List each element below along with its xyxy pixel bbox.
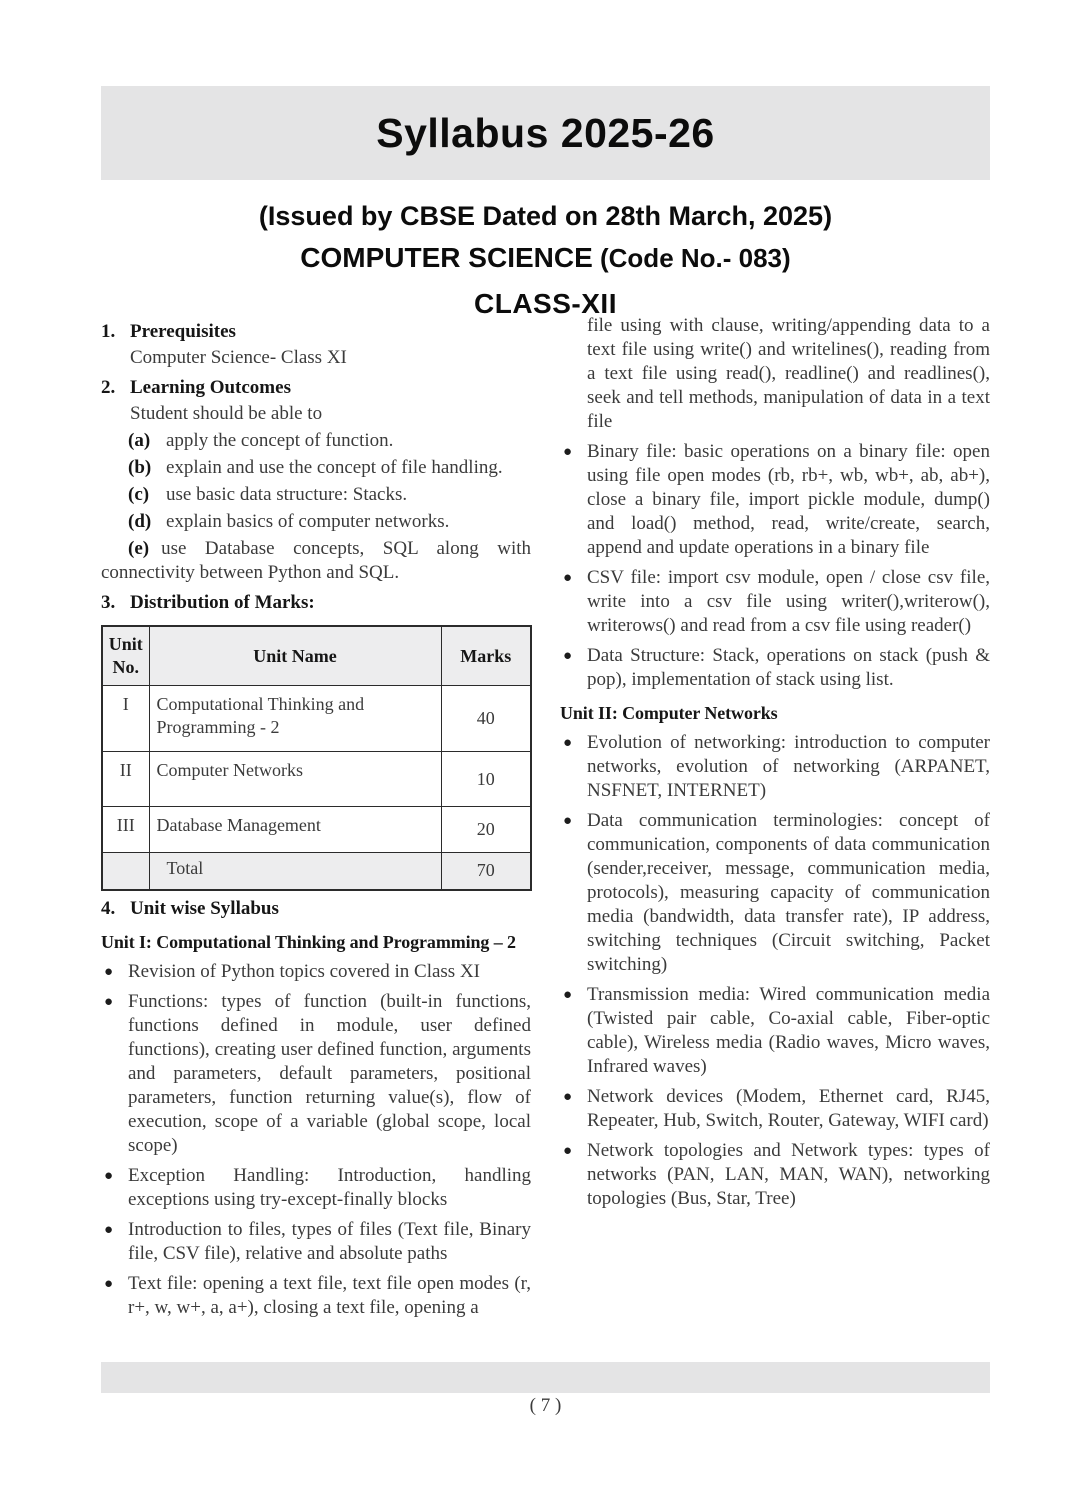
list-item	[560, 1085, 990, 1133]
column-header-marks: Marks	[441, 626, 531, 686]
list-item	[101, 1272, 531, 1320]
cell-unit-no: II	[102, 752, 149, 807]
heading-label: Distribution of Marks:	[130, 592, 315, 613]
list-item	[101, 1164, 531, 1212]
cell-unit-no: I	[102, 686, 149, 752]
item-label: (e)	[128, 538, 150, 559]
item-text: Evolution of networking: introduction to computer networks, evolution of networking (ARPANET, NSFNET, INTERNET)	[587, 732, 990, 801]
subject-code: (Code No.- 083)	[592, 243, 791, 273]
list-item	[560, 644, 990, 692]
list-item	[560, 440, 990, 560]
class-line: CLASS-XII	[474, 288, 617, 319]
heading-learning-outcomes	[101, 376, 531, 400]
page-number: ( 7 )	[529, 1395, 562, 1416]
table-row	[102, 686, 531, 752]
outcome-item-d	[101, 510, 531, 534]
bullet-icon: ●	[563, 813, 573, 829]
heading-label: Learning Outcomes	[130, 377, 291, 398]
item-label: (c)	[128, 484, 150, 505]
item-text: use basic data structure: Stacks.	[166, 484, 408, 505]
heading-number: 3.	[101, 592, 116, 613]
item-text: Text file: opening a text file, text file open modes (r, r+, w, w+, a, a+), closing a text file, opening a	[128, 1272, 531, 1318]
bullet-icon: ●	[563, 444, 573, 460]
cell-total-marks: 70	[441, 853, 531, 890]
item-text: Data Structure: Stack, operations on stack (push & pop), implementation of stack using list.	[587, 645, 990, 690]
list-item	[560, 983, 990, 1079]
bullet-icon: ●	[104, 993, 114, 1010]
header-band	[101, 86, 990, 180]
item-label: (d)	[128, 511, 152, 532]
item-text: Network topologies and Network types: types of networks (PAN, LAN, MAN, WAN), networking topologies (Bus, Star, Tree)	[587, 1140, 990, 1209]
list-item	[560, 1139, 990, 1211]
bullet-icon: ●	[104, 1221, 114, 1238]
cell-unit-name: Computer Networks	[149, 752, 441, 807]
cell-marks: 40	[441, 686, 531, 752]
list-item	[101, 960, 531, 984]
prerequisites-text: Computer Science- Class XI	[130, 347, 347, 368]
cell-marks: 10	[441, 752, 531, 807]
bullet-icon: ●	[104, 963, 114, 980]
list-item	[101, 990, 531, 1158]
item-label: (a)	[128, 430, 151, 451]
column-header-unit-name: Unit Name	[149, 626, 441, 686]
item-text: Functions: types of function (built-in functions, functions defined in module, user defined functions), creating user defined function, arguments and parameters, default parameters, positional parameters, function returning value(s), flow of execution, scope of a variable (global scope, local scope)	[128, 990, 531, 1156]
bullet-icon: ●	[563, 987, 573, 1003]
cell-total-label: Total	[149, 853, 441, 890]
item-text: Binary file: basic operations on a binary file: open using file open modes (rb, rb+, wb, wb+, ab, ab+), close a binary file, import pickle module, dump() and load() method, read, write/create, search, append and update operations in a binary file	[587, 441, 990, 558]
heading-number: 1.	[101, 321, 116, 342]
outcome-item-e	[101, 537, 531, 585]
bullet-icon: ●	[563, 1089, 573, 1105]
bullet-icon: ●	[563, 1143, 573, 1159]
item-label: (b)	[128, 457, 152, 478]
item-text: Introduction to files, types of files (Text file, Binary file, CSV file), relative and absolute paths	[128, 1218, 531, 1264]
cell-unit-name: Computational Thinking and Programming - 2	[149, 686, 441, 752]
cell-unit-no-empty	[102, 853, 149, 890]
body-columns	[101, 314, 990, 1326]
unit1-heading: Unit I: Computational Thinking and Programming – 2	[101, 931, 516, 952]
item-text: Transmission media: Wired communication media (Twisted pair cable, Co-axial cable, Fiber-optic cable), Wireless media (Radio waves, Micro waves, Infrared waves)	[587, 984, 990, 1077]
heading-prerequisites	[101, 320, 531, 344]
bullet-icon: ●	[563, 648, 573, 664]
table-total-row	[102, 853, 531, 890]
item-text: Network devices (Modem, Ethernet card, RJ45, Repeater, Hub, Switch, Router, Gateway, WIFI card)	[587, 1086, 990, 1131]
cell-marks: 20	[441, 807, 531, 853]
heading-number: 2.	[101, 377, 116, 398]
item-text: use Database concepts, SQL along with connectivity between Python and SQL.	[101, 538, 531, 583]
cell-unit-no: III	[102, 807, 149, 853]
cell-unit-name: Database Management	[149, 807, 441, 853]
outcome-item-a	[101, 429, 531, 453]
outcome-item-b	[101, 456, 531, 480]
list-item	[560, 731, 990, 803]
subject-line	[101, 237, 990, 283]
heading-label: Unit wise Syllabus	[130, 897, 279, 919]
table-row	[102, 752, 531, 807]
list-item	[560, 566, 990, 638]
marks-distribution-table	[101, 625, 532, 891]
issued-by-line: (Issued by CBSE Dated on 28th March, 2025)	[258, 201, 833, 231]
bullet-icon: ●	[563, 570, 573, 586]
heading-unit-wise-syllabus	[101, 897, 531, 921]
bullet-icon: ●	[563, 735, 573, 751]
bullet-icon: ●	[104, 1275, 114, 1292]
table-row	[102, 807, 531, 853]
item-text: CSV file: import csv module, open / close csv file, write into a csv file using writer(),writerow(), writerows() and read from a csv file using reader()	[587, 567, 990, 636]
footer-band	[101, 1362, 990, 1393]
subject-name: COMPUTER SCIENCE	[300, 242, 593, 273]
page-title: Syllabus 2025-26	[376, 109, 715, 156]
bullet-icon: ●	[104, 1167, 114, 1184]
column-header-unit-no: Unit No.	[102, 626, 149, 686]
item-text: Exception Handling: Introduction, handling exceptions using try-except-finally blocks	[128, 1164, 531, 1210]
heading-distribution-of-marks	[101, 591, 531, 615]
list-item	[101, 1218, 531, 1266]
item-text: Data communication terminologies: concept of communication, components of data communication (sender,receiver, message, communication media, protocols), measuring capacity of communication media (bandwidth, data transfer rate), IP address, switching techniques (Circuit switching, Packet switching)	[587, 810, 990, 975]
right-column	[560, 314, 990, 1326]
item-text: Revision of Python topics covered in Class XI	[128, 960, 480, 982]
heading-number: 4.	[101, 897, 116, 919]
item-text: apply the concept of function.	[166, 430, 394, 451]
item-text: explain and use the concept of file handling.	[166, 457, 503, 478]
outcome-item-c	[101, 483, 531, 507]
unit2-heading: Unit II: Computer Networks	[560, 703, 778, 723]
unit1-continuation-paragraph: file using with clause, writing/appending data to a text file using write() and writelines(), reading from a text file using read(), readline() and readlines(), seek and tell methods, manipulation of data in a text file	[587, 315, 990, 432]
subtitle-block	[101, 196, 990, 324]
left-column	[101, 314, 531, 1326]
heading-label: Prerequisites	[130, 321, 236, 342]
table-header-row	[102, 626, 531, 686]
learning-outcomes-intro: Student should be able to	[130, 403, 323, 424]
list-item	[560, 809, 990, 977]
item-text: explain basics of computer networks.	[166, 511, 450, 532]
